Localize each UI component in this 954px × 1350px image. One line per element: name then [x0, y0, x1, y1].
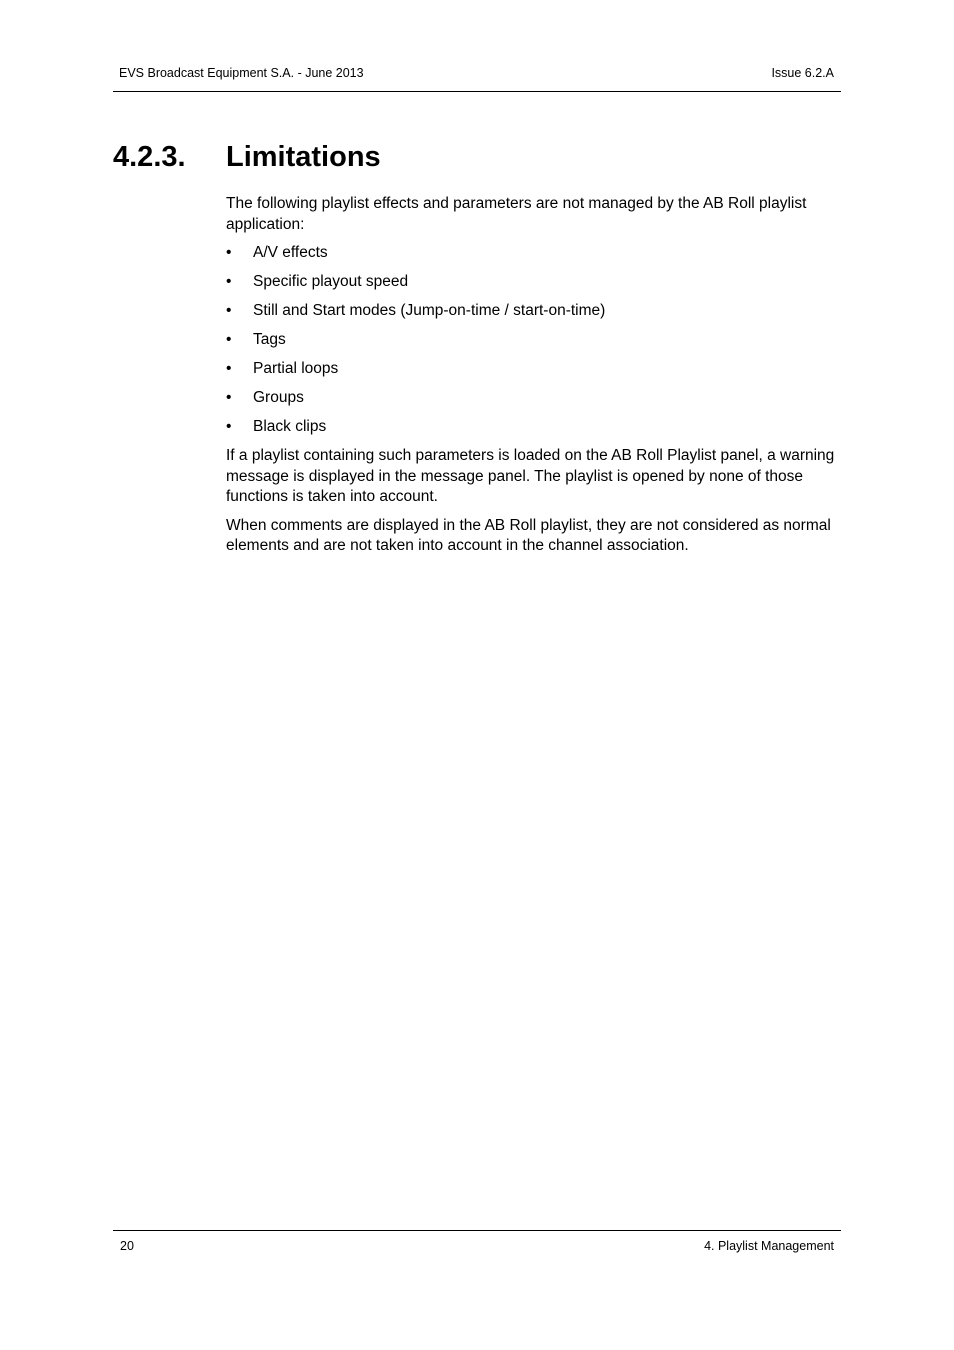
list-item — [226, 330, 841, 351]
list-item-text: Still and Start modes (Jump-on-time / start-on-time) — [253, 302, 606, 319]
limitations-list — [226, 243, 841, 438]
list-item-text: Specific playout speed — [253, 273, 409, 290]
list-item — [226, 243, 841, 264]
intro-paragraph: The following playlist effects and parameters are not managed by the AB Roll playlist application: — [226, 195, 807, 233]
bullet-marker: • — [226, 273, 232, 290]
warning-paragraph: If a playlist containing such parameters is loaded on the AB Roll Playlist panel, a warning message is displayed in the message panel. The playlist is opened by none of those functions is taken into account. — [226, 447, 835, 505]
section-number: 4.2.3. — [113, 141, 186, 173]
list-item-text: Groups — [253, 389, 304, 406]
list-item-text: A/V effects — [253, 244, 328, 261]
bullet-marker: • — [226, 331, 232, 348]
page-header — [113, 64, 841, 92]
bullet-marker: • — [226, 418, 232, 435]
list-item — [226, 272, 841, 293]
footer-chapter: 4. Playlist Management — [704, 1239, 834, 1253]
section-title: Limitations — [226, 141, 381, 173]
bullet-marker: • — [226, 389, 232, 406]
list-item-text: Tags — [253, 331, 286, 348]
list-item — [226, 301, 841, 322]
list-item — [226, 359, 841, 380]
section-body — [226, 194, 841, 565]
page-footer — [113, 1230, 841, 1253]
header-publisher: EVS Broadcast Equipment S.A. - June 2013 — [119, 66, 364, 80]
page-number: 20 — [120, 1239, 134, 1253]
comments-paragraph: When comments are displayed in the AB Roll playlist, they are not considered as normal elements and are not taken into account in the channel association. — [226, 516, 831, 554]
section-heading — [113, 141, 381, 174]
list-item — [226, 417, 841, 438]
header-issue: Issue 6.2.A — [771, 66, 834, 80]
list-item-text: Black clips — [253, 418, 327, 435]
bullet-marker: • — [226, 360, 232, 377]
list-item — [226, 388, 841, 409]
bullet-marker: • — [226, 244, 232, 261]
bullet-marker: • — [226, 302, 232, 319]
list-item-text: Partial loops — [253, 360, 339, 377]
